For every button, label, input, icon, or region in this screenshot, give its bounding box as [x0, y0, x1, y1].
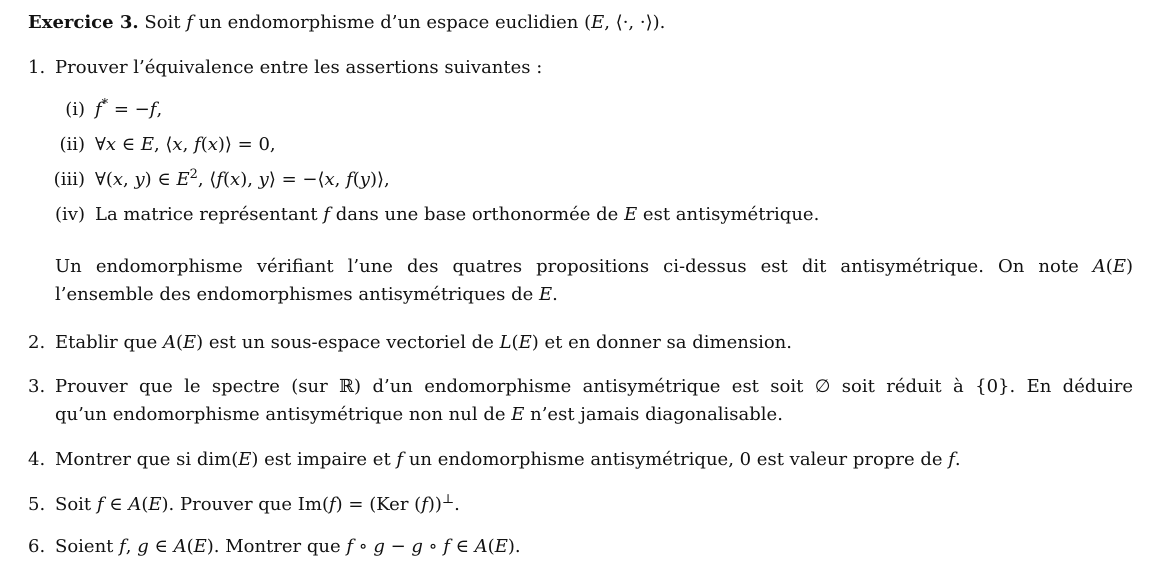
text-segment: ),: [240, 169, 259, 190]
text-segment: y: [258, 169, 269, 190]
text-segment: A: [162, 332, 176, 353]
text-segment: Soit: [138, 12, 187, 33]
assertion-iv-text: [95, 201, 819, 229]
assertion-ii: [49, 131, 1133, 159]
list-item-1: [28, 54, 1133, 309]
text-segment: x: [105, 134, 117, 155]
text-segment: (: [352, 169, 360, 190]
text-segment: A: [128, 494, 142, 515]
text-segment: E: [193, 536, 207, 557]
note-line-1: [55, 253, 1133, 281]
list-item-4: [28, 446, 1133, 474]
text-segment: g: [373, 536, 385, 557]
text-segment: 2: [189, 167, 198, 182]
item-body: [55, 533, 1133, 561]
text-segment: (: [141, 494, 149, 515]
text-segment: ): [1125, 256, 1133, 277]
text-segment: x: [172, 134, 183, 155]
text-segment: E: [140, 134, 154, 155]
text-segment: f: [194, 134, 201, 155]
exercise-title: [28, 9, 1133, 37]
text-segment: f: [346, 536, 354, 557]
assertion-ii-text: [95, 131, 276, 159]
text-segment: Montrer que si dim(: [55, 449, 239, 470]
text-segment: ∈: [103, 494, 129, 515]
item-4-text: [55, 446, 1133, 474]
item-3-line-2: [55, 401, 1133, 429]
text-segment: (: [1105, 256, 1113, 277]
text-segment: )⟩ = 0,: [217, 134, 276, 155]
text-segment: f: [443, 536, 450, 557]
text-segment: est antisymétrique.: [637, 204, 820, 225]
text-segment: ∈: [116, 134, 141, 155]
text-segment: ⟩ = −⟨: [268, 169, 325, 190]
text-segment: (: [175, 332, 183, 353]
text-segment: ∈: [449, 536, 475, 557]
text-segment: y: [359, 169, 370, 190]
text-segment: x: [230, 169, 241, 190]
item-marker: 3.: [28, 376, 46, 397]
text-segment: , ⟨: [153, 134, 173, 155]
text-segment: ). Montrer que: [206, 536, 347, 557]
text-segment: E: [511, 404, 525, 425]
text-segment: x: [112, 169, 124, 190]
text-segment: E: [1112, 256, 1126, 277]
text-segment: = −: [108, 99, 150, 120]
text-segment: La matrice représentant: [95, 204, 324, 225]
text-segment: ). Prouver que Im(: [161, 494, 329, 515]
item-body: [55, 54, 1133, 309]
text-segment: )⟩,: [369, 169, 390, 190]
text-segment: E: [591, 12, 605, 33]
text-segment: ,: [156, 99, 163, 120]
assertion-i-text: [95, 96, 162, 124]
text-segment: , ⟨: [197, 169, 217, 190]
note-line-2: [55, 281, 1133, 309]
text-segment: f: [346, 169, 353, 190]
text-segment: g: [411, 536, 423, 557]
text-segment: f: [421, 494, 428, 515]
text-segment: ,: [125, 536, 138, 557]
text-segment: f: [149, 99, 157, 120]
item-5-text: [55, 491, 1133, 519]
item-1-text: [55, 54, 1133, 82]
text-segment: , ⟨·, ·⟩).: [604, 12, 666, 33]
list-item-5: [28, 491, 1133, 519]
text-segment: ) ∈: [144, 169, 177, 190]
text-segment: Soit: [55, 494, 97, 515]
item-body: [55, 329, 1133, 357]
text-segment: A: [474, 536, 488, 557]
text-segment: .: [454, 494, 460, 515]
text-segment: un endomorphisme d’un espace euclidien (: [192, 12, 592, 33]
text-segment: (: [223, 169, 231, 190]
text-segment: ) et en donner sa dimension.: [531, 332, 792, 353]
text-segment: ,: [334, 169, 347, 190]
item-marker: 2.: [28, 332, 46, 353]
text-segment: (: [511, 332, 519, 353]
text-segment: (: [186, 536, 194, 557]
assertion-list: [55, 96, 1133, 229]
subitem-marker: (iv): [55, 204, 85, 225]
item-6-text: [55, 533, 1133, 561]
text-segment: f: [119, 536, 126, 557]
text-segment: )): [427, 494, 442, 515]
text-segment: ,: [123, 169, 135, 190]
item-2-text: [55, 329, 1133, 357]
text-segment: E: [494, 536, 508, 557]
text-segment: *: [101, 97, 109, 112]
text-segment: ∈: [148, 536, 174, 557]
text-segment: −: [384, 536, 412, 557]
text-segment: y: [134, 169, 145, 190]
text-segment: ) est impaire et: [251, 449, 397, 470]
list-item-3: [28, 373, 1133, 429]
text-segment: ⊥: [441, 492, 455, 507]
item-marker: 4.: [28, 449, 46, 470]
text-segment: (: [487, 536, 495, 557]
text-segment: x: [207, 134, 218, 155]
text-segment: un endomorphisme antisymétrique, 0 est valeur propre de: [403, 449, 949, 470]
list-item-6: [28, 533, 1133, 561]
text-segment: ).: [507, 536, 521, 557]
assertion-i: [49, 96, 1133, 124]
text-segment: E: [183, 332, 197, 353]
text-segment: ∘: [422, 536, 444, 557]
subitem-marker: (i): [65, 99, 85, 120]
text-segment: A: [173, 536, 187, 557]
text-segment: E: [148, 494, 162, 515]
text-segment: (: [200, 134, 208, 155]
text-segment: Prouver l’équivalence entre les assertions suivantes :: [55, 57, 543, 78]
text-segment: f: [216, 169, 223, 190]
item-body: [55, 446, 1133, 474]
text-segment: ∘: [353, 536, 374, 557]
text-segment: ,: [182, 134, 195, 155]
text-segment: Exercice 3.: [28, 12, 139, 33]
note-paragraph: [55, 253, 1133, 309]
text-segment: l’ensemble des endomorphismes antisymétriques de: [55, 284, 540, 305]
subitem-marker: (ii): [59, 134, 85, 155]
text-segment: Un endomorphisme vérifiant l’une des quatres propositions ci-dessus est dit antisymétrique. On note: [55, 256, 1093, 277]
text-segment: qu’un endomorphisme antisymétrique non nul de: [55, 404, 512, 425]
text-segment: ) = (Ker (: [335, 494, 422, 515]
text-segment: E: [624, 204, 638, 225]
text-segment: E: [238, 449, 252, 470]
text-segment: E: [176, 169, 190, 190]
subitem-marker: (iii): [53, 169, 85, 190]
text-segment: f: [948, 449, 955, 470]
text-segment: f: [186, 12, 193, 33]
text-segment: Prouver que le spectre (sur ℝ) d’un endomorphisme antisymétrique est soit ∅ soit réduit à {0}. En déduire: [55, 376, 1133, 397]
assertion-iv: [49, 201, 1133, 229]
text-segment: ∀(: [95, 169, 113, 190]
text-segment: .: [552, 284, 558, 305]
text-segment: E: [518, 332, 532, 353]
item-body: [55, 491, 1133, 519]
item-body: [55, 373, 1133, 429]
text-segment: Etablir que: [55, 332, 163, 353]
list-item-2: [28, 329, 1133, 357]
text-segment: f: [96, 494, 104, 515]
text-segment: L: [499, 332, 512, 353]
text-segment: E: [539, 284, 553, 305]
text-segment: ∀: [95, 134, 106, 155]
text-segment: g: [137, 536, 149, 557]
assertion-iii: [49, 166, 1133, 194]
text-segment: f: [328, 494, 336, 515]
text-segment: f: [95, 99, 102, 120]
text-segment: A: [1092, 256, 1106, 277]
assertion-iii-text: [95, 166, 390, 194]
text-segment: n’est jamais diagonalisable.: [524, 404, 783, 425]
text-segment: f: [323, 204, 330, 225]
item-marker: 5.: [28, 494, 46, 515]
text-segment: f: [396, 449, 404, 470]
item-marker: 6.: [28, 536, 46, 557]
item-marker: 1.: [28, 57, 46, 78]
item-3-line-1: [55, 373, 1133, 401]
text-segment: .: [954, 449, 961, 470]
text-segment: x: [324, 169, 335, 190]
text-segment: Soient: [55, 536, 120, 557]
text-segment: ) est un sous-espace vectoriel de: [196, 332, 500, 353]
text-segment: dans une base orthonormée de: [329, 204, 625, 225]
